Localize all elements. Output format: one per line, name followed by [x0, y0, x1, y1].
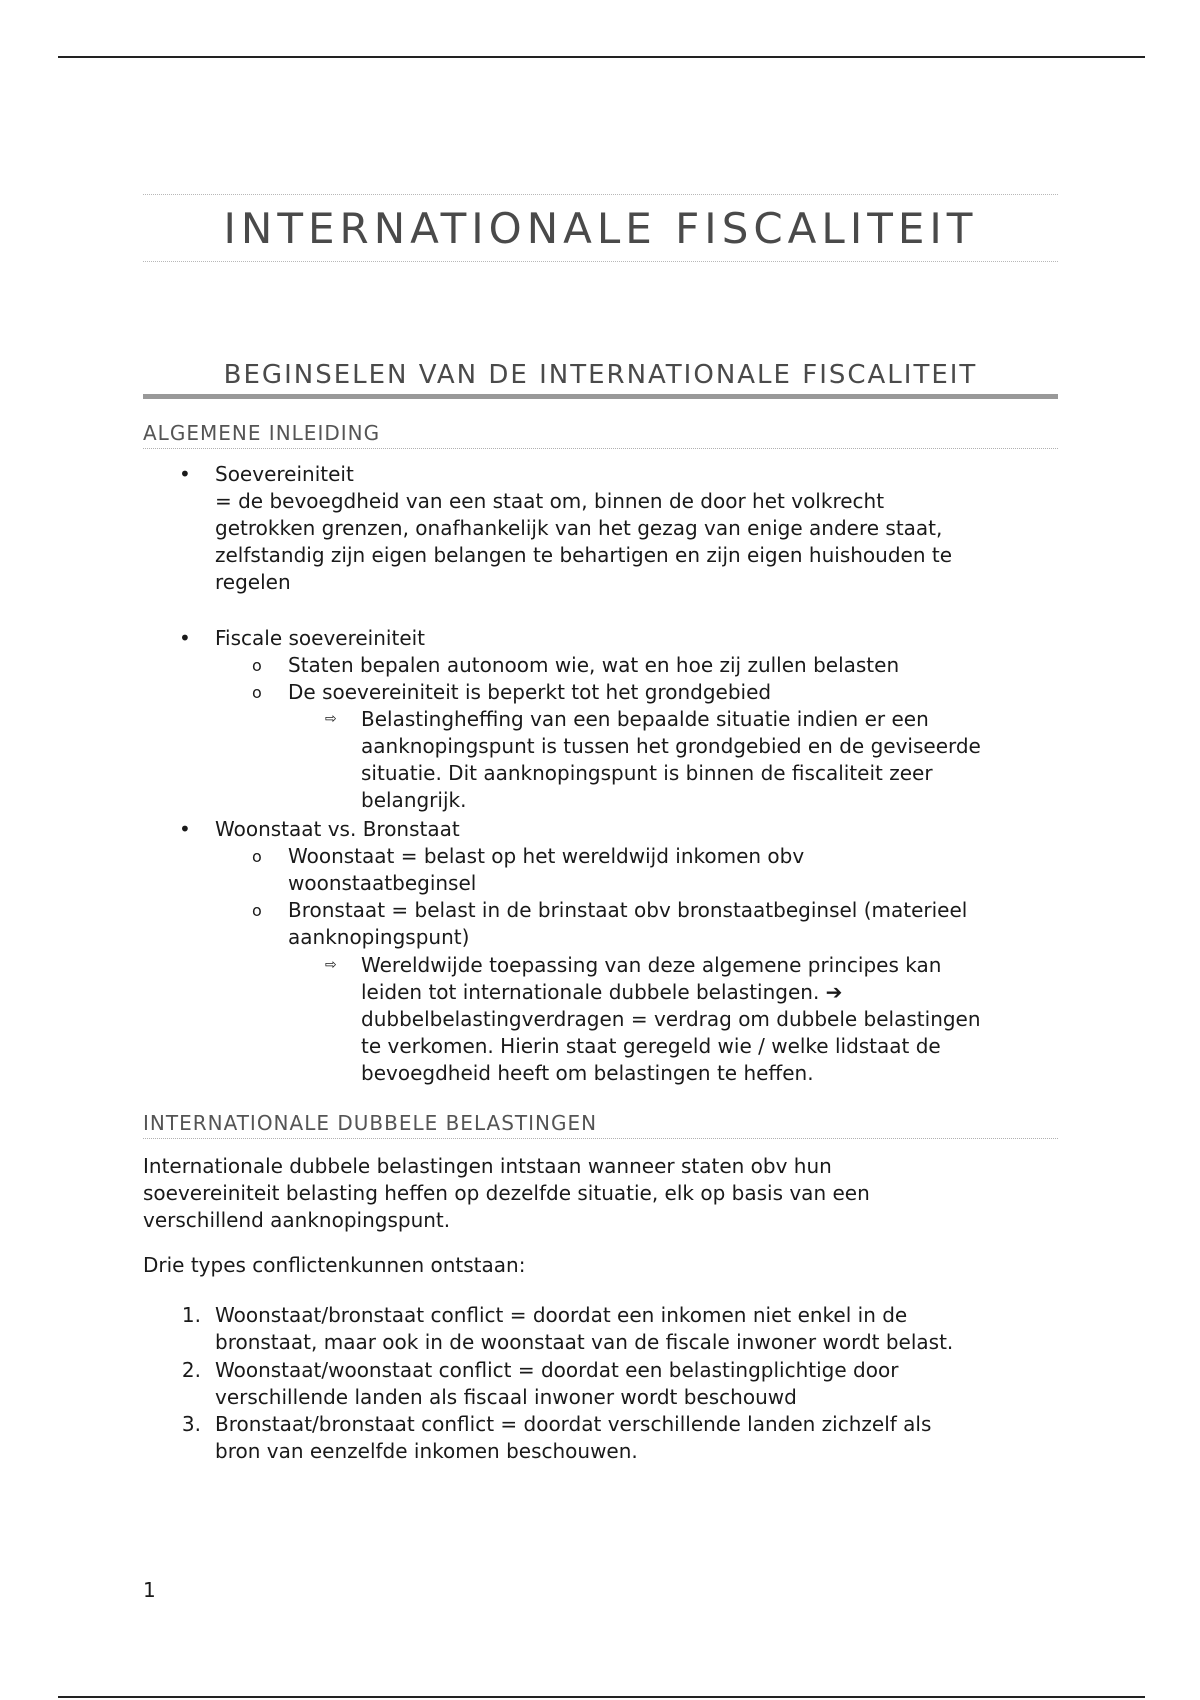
list-item-line: Woonstaat/woonstaat conflict = doordat een belastingplichtige door [215, 1358, 899, 1382]
list-item-line: verschillende landen als fiscaal inwoner wordt beschouwd [215, 1385, 797, 1409]
paragraph-line: Internationale dubbele belastingen intstaan wanneer staten obv hun [143, 1154, 832, 1178]
list-item-line: Bronstaat/bronstaat conflict = doordat verschillende landen zichzelf als [215, 1412, 932, 1436]
sub-bullet-icon: o [252, 656, 262, 675]
paragraph-line: verschillend aanknopingspunt. [143, 1208, 451, 1232]
sub-bullet-icon: o [252, 901, 262, 920]
arrow-item-line: Wereldwijde toepassing van deze algemene principes kan [361, 953, 942, 977]
bullet-soevereiniteit: Soevereiniteit [215, 462, 354, 486]
arrow-item-line: bevoegdheid heeft om belastingen te heffen. [361, 1061, 814, 1085]
bullet-icon: • [179, 462, 191, 486]
bullet-icon: • [179, 626, 191, 650]
definition-line: zelfstandig zijn eigen belangen te behartigen en zijn eigen huishouden te [215, 543, 953, 567]
arrow-item-line: te verkomen. Hierin staat geregeld wie / welke lidstaat de [361, 1034, 941, 1058]
page-number: 1 [143, 1578, 156, 1602]
heading-internationale-dubbele-belastingen: INTERNATIONALE DUBBELE BELASTINGEN [143, 1108, 1058, 1139]
sub-bullet-icon: o [252, 683, 262, 702]
paragraph-line: soevereiniteit belasting heffen op dezelfde situatie, elk op basis van een [143, 1181, 870, 1205]
arrow-bullet-icon: ⇨ [325, 711, 337, 727]
header-rule [58, 56, 1145, 58]
list-item-line: Woonstaat/bronstaat conflict = doordat een inkomen niet enkel in de [215, 1303, 908, 1327]
arrow-item-line: dubbelbelastingverdragen = verdrag om dubbele belastingen [361, 1007, 981, 1031]
list-item-line: bron van eenzelfde inkomen beschouwen. [215, 1439, 638, 1463]
arrow-bullet-icon: ⇨ [325, 957, 337, 973]
list-number: 1. [181, 1303, 201, 1327]
bullet-icon: • [179, 817, 191, 841]
arrow-item-line: situatie. Dit aanknopingspunt is binnen de fiscaliteit zeer [361, 761, 933, 785]
sub-item: Staten bepalen autonoom wie, wat en hoe zij zullen belasten [288, 653, 900, 677]
list-item-line: bronstaat, maar ook in de woonstaat van de fiscale inwoner wordt belast. [215, 1330, 954, 1354]
sub-item: Bronstaat = belast in de brinstaat obv bronstaatbeginsel (materieel [288, 898, 968, 922]
document-title: INTERNATIONALE FISCALITEIT [223, 203, 978, 253]
heading-beginselen: BEGINSELEN VAN DE INTERNATIONALE FISCALITEIT [143, 356, 1058, 399]
definition-line: getrokken grenzen, onafhankelijk van het gezag van enige andere staat, [215, 516, 943, 540]
heading-algemene-inleiding: ALGEMENE INLEIDING [143, 418, 1058, 449]
arrow-item-line: belangrijk. [361, 788, 467, 812]
list-number: 3. [181, 1412, 201, 1436]
sub-item: aanknopingspunt) [288, 925, 470, 949]
sub-item: Woonstaat = belast op het wereldwijd inkomen obv [288, 844, 805, 868]
sub-item: De soevereiniteit is beperkt tot het grondgebied [288, 680, 772, 704]
arrow-item-line: leiden tot internationale dubbele belastingen. ➔ [361, 980, 843, 1004]
definition-line: regelen [215, 570, 291, 594]
arrow-item-line: aanknopingspunt is tussen het grondgebied en de geviseerde [361, 734, 981, 758]
sub-bullet-icon: o [252, 847, 262, 866]
sub-item: woonstaatbeginsel [288, 871, 477, 895]
title-box [143, 194, 1058, 262]
footer-rule [58, 1696, 1145, 1698]
definition-line: = de bevoegdheid van een staat om, binnen de door het volkrecht [215, 489, 885, 513]
conflict-intro: Drie types conflictenkunnen ontstaan: [143, 1253, 526, 1277]
arrow-item-line: Belastingheffing van een bepaalde situatie indien er een [361, 707, 929, 731]
bullet-woonstaat-bronstaat: Woonstaat vs. Bronstaat [215, 817, 460, 841]
bullet-fiscale-soevereiniteit: Fiscale soevereiniteit [215, 626, 426, 650]
list-number: 2. [181, 1358, 201, 1382]
